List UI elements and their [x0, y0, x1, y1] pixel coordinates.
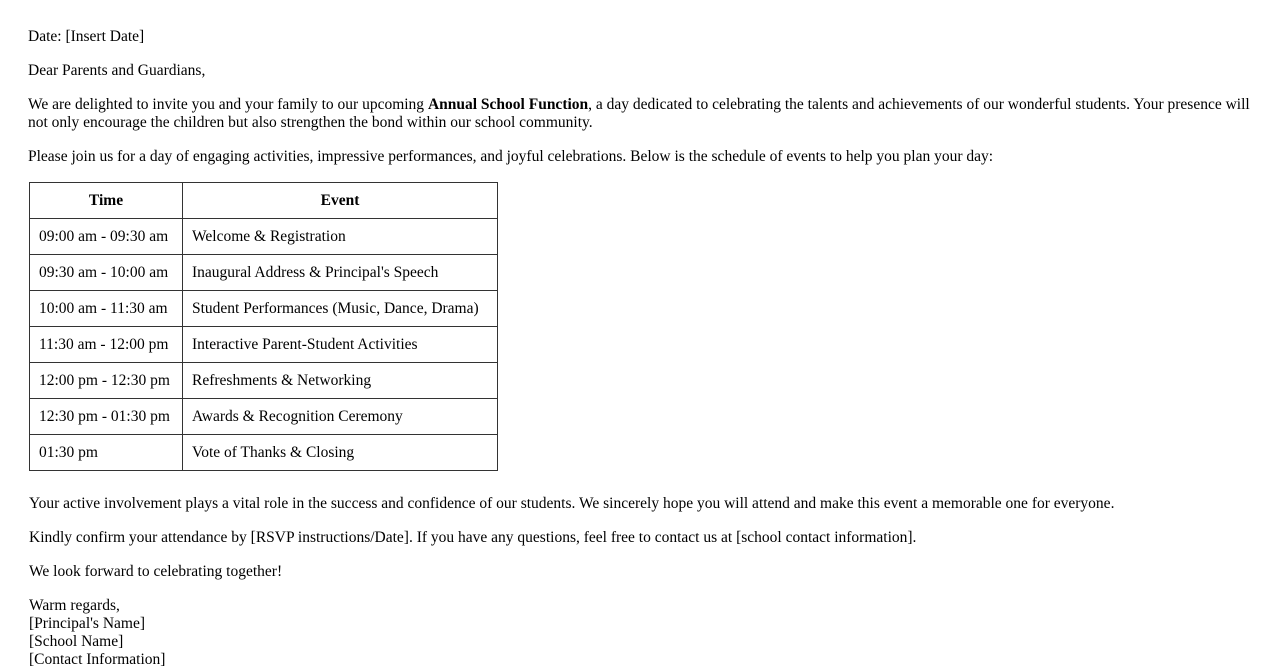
salutation: Dear Parents and Guardians,: [28, 62, 206, 79]
schedule-body: [30, 219, 498, 471]
event-cell: Awards & Recognition Ceremony: [183, 399, 498, 435]
event-cell: Inaugural Address & Principal's Speech: [183, 255, 498, 291]
intro-before: We are delighted to invite you and your family to our upcoming: [28, 96, 428, 113]
time-cell: 09:00 am - 09:30 am: [30, 219, 183, 255]
school-name: [School Name]: [29, 633, 124, 650]
event-cell: Interactive Parent-Student Activities: [183, 327, 498, 363]
principal-name: [Principal's Name]: [29, 615, 145, 632]
event-name: Annual School Function: [427, 96, 589, 113]
contact-info: [Contact Information]: [29, 651, 166, 668]
signoff: [29, 597, 1253, 669]
rsvp-paragraph: Kindly confirm your attendance by [RSVP instructions/Date]. If you have any questions, feel free to contact us at [school contact information].: [29, 529, 917, 546]
event-header: Event: [183, 183, 498, 219]
schedule-intro: Please join us for a day of engaging activities, impressive performances, and joyful celebrations. Below is the schedule of events to help you plan your day:: [28, 148, 994, 165]
intro-paragraph: [28, 96, 1253, 132]
event-cell: Student Performances (Music, Dance, Drama): [183, 291, 498, 327]
letter-document: [28, 28, 1253, 669]
date-line: Date: [Insert Date]: [28, 28, 145, 45]
time-cell: 12:00 pm - 12:30 pm: [30, 363, 183, 399]
event-cell: Vote of Thanks & Closing: [183, 435, 498, 471]
time-cell: 10:00 am - 11:30 am: [30, 291, 183, 327]
closing-line: We look forward to celebrating together!: [29, 563, 283, 580]
involvement-paragraph: Your active involvement plays a vital role in the success and confidence of our students. We sincerely hope you will attend and make this event a memorable one for everyone.: [29, 495, 1115, 512]
schedule-table: [29, 182, 498, 471]
time-cell: 01:30 pm: [30, 435, 183, 471]
table-header-row: [30, 183, 498, 219]
regards: Warm regards,: [29, 597, 120, 614]
time-cell: 11:30 am - 12:00 pm: [30, 327, 183, 363]
table-row: [30, 435, 498, 471]
table-row: [30, 255, 498, 291]
event-cell: Welcome & Registration: [183, 219, 498, 255]
time-cell: 09:30 am - 10:00 am: [30, 255, 183, 291]
time-cell: 12:30 pm - 01:30 pm: [30, 399, 183, 435]
table-row: [30, 363, 498, 399]
event-cell: Refreshments & Networking: [183, 363, 498, 399]
table-row: [30, 327, 498, 363]
table-row: [30, 219, 498, 255]
table-row: [30, 291, 498, 327]
table-row: [30, 399, 498, 435]
letter-tail: [29, 495, 1253, 669]
intro-after: , a day dedicated to celebrating the talents and achievements of our wonderful students. Your presence will not only encourage the children but also strengthen the bond within our school community.: [28, 96, 1250, 131]
time-header: Time: [30, 183, 183, 219]
